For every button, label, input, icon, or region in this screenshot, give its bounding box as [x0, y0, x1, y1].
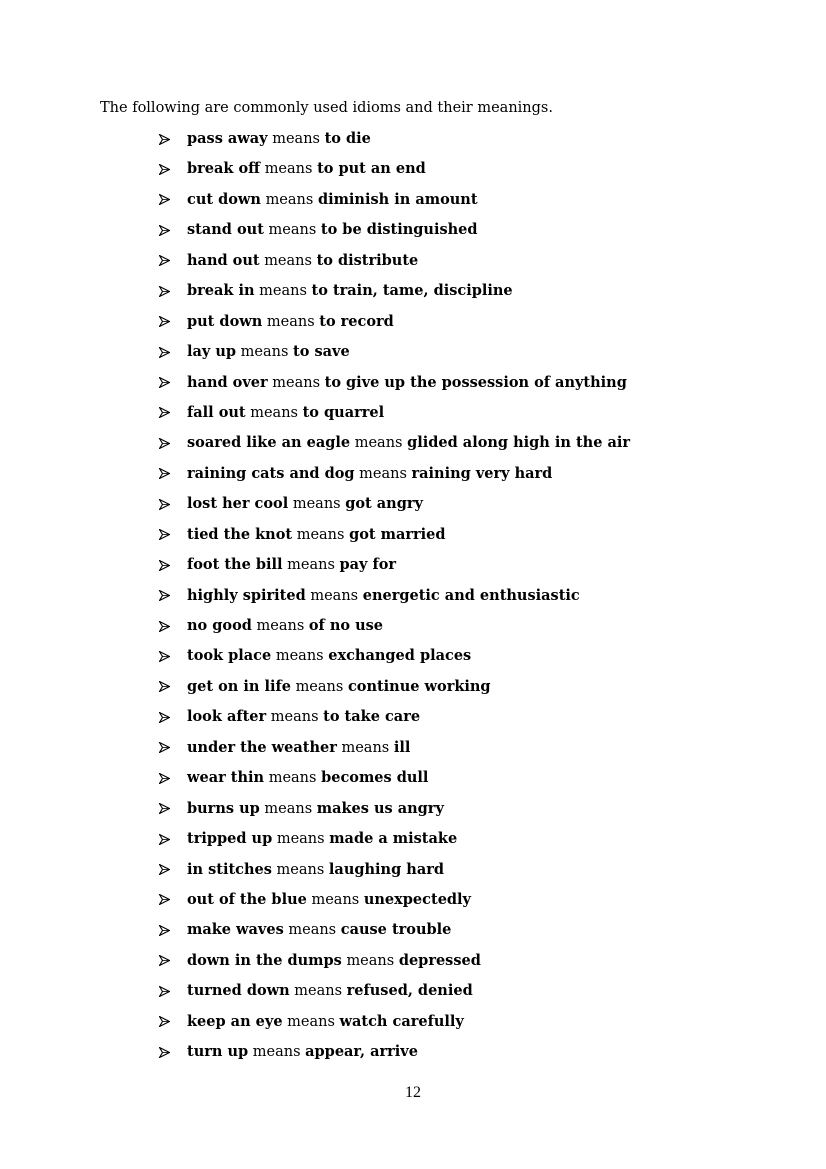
idiom-meaning: to train, tame, discipline	[311, 282, 513, 300]
arrow-bullet-icon	[159, 616, 187, 636]
idiom-item	[159, 464, 630, 494]
idiom-meaning: laughing hard	[328, 860, 445, 878]
idiom-text	[187, 190, 478, 210]
idiom-meaning: becomes dull	[321, 769, 429, 787]
arrow-bullet-icon	[159, 281, 187, 301]
idiom-item	[159, 646, 630, 676]
idiom-meaning: watch carefully	[339, 1012, 464, 1030]
idiom-connector: means	[295, 678, 344, 695]
idiom-meaning: to die	[324, 130, 371, 147]
idiom-connector: means	[252, 1044, 301, 1061]
idiom-phrase: break off	[187, 160, 261, 178]
idiom-text	[187, 251, 418, 271]
arrow-bullet-icon	[159, 525, 187, 545]
idiom-item	[159, 707, 630, 737]
idiom-item	[159, 677, 630, 707]
idiom-item	[159, 799, 630, 829]
arrow-bullet-icon	[159, 220, 187, 240]
idiom-item	[159, 342, 630, 372]
idiom-meaning: to give up the possession of anything	[324, 373, 627, 391]
idiom-phrase: put down	[187, 312, 263, 330]
idiom-item	[159, 433, 630, 463]
idiom-text	[187, 860, 444, 880]
idiom-phrase: in stitches	[187, 860, 272, 878]
idiom-meaning: refused, denied	[346, 982, 473, 1000]
arrow-bullet-icon	[159, 159, 187, 179]
idiom-phrase: turn up	[187, 1043, 249, 1061]
idiom-text	[187, 1042, 418, 1062]
arrow-bullet-icon	[159, 1012, 187, 1032]
arrow-bullet-icon	[159, 129, 187, 149]
idiom-text	[187, 494, 423, 514]
idiom-connector: means	[264, 800, 313, 817]
idiom-text	[187, 159, 426, 179]
idiom-text	[187, 616, 383, 636]
idiom-meaning: to put an end	[317, 160, 426, 178]
idiom-meaning: to be distinguished	[320, 221, 478, 239]
idiom-connector: means	[310, 587, 359, 604]
idiom-item	[159, 312, 630, 342]
idiom-connector: means	[287, 557, 335, 574]
idiom-item	[159, 1042, 630, 1072]
idiom-item	[159, 494, 630, 524]
arrow-bullet-icon	[159, 890, 187, 910]
arrow-bullet-icon	[159, 494, 187, 514]
idiom-text	[187, 1012, 464, 1032]
idiom-meaning: energetic and enthusiastic	[362, 586, 580, 604]
idiom-phrase: keep an eye	[187, 1012, 283, 1030]
idiom-connector: means	[276, 861, 325, 878]
arrow-bullet-icon	[159, 1042, 187, 1062]
idiom-item	[159, 555, 630, 585]
idiom-item	[159, 1012, 630, 1042]
idiom-phrase: under the weather	[187, 738, 337, 756]
idiom-meaning: to take care	[323, 708, 421, 726]
idiom-phrase: tripped up	[187, 830, 273, 848]
idiom-connector: means	[268, 222, 317, 239]
idiom-connector: means	[296, 526, 345, 543]
arrow-bullet-icon	[159, 860, 187, 880]
idiom-text	[187, 403, 384, 423]
idiom-phrase: pass away	[187, 130, 268, 147]
idiom-item	[159, 251, 630, 281]
idiom-phrase: hand over	[187, 373, 268, 391]
arrow-bullet-icon	[159, 707, 187, 727]
idiom-phrase: cut down	[187, 190, 261, 208]
idiom-connector: means	[287, 1013, 335, 1030]
arrow-bullet-icon	[159, 768, 187, 788]
idiom-phrase: no good	[187, 617, 252, 634]
idiom-item	[159, 586, 630, 616]
idiom-meaning: made a mistake	[329, 830, 458, 848]
idiom-text	[187, 920, 451, 940]
idiom-connector: means	[288, 922, 337, 939]
idiom-meaning: of no use	[308, 617, 384, 634]
idiom-item	[159, 281, 630, 311]
idiom-phrase: burns up	[187, 799, 260, 817]
idiom-text	[187, 586, 580, 606]
arrow-bullet-icon	[159, 312, 187, 332]
idiom-list	[159, 129, 630, 1073]
idiom-text	[187, 555, 396, 575]
idiom-phrase: stand out	[187, 221, 264, 239]
arrow-bullet-icon	[159, 342, 187, 362]
idiom-meaning: got married	[349, 525, 446, 543]
idiom-connector: means	[311, 891, 360, 908]
arrow-bullet-icon	[159, 190, 187, 210]
idiom-item	[159, 920, 630, 950]
idiom-meaning: to record	[319, 312, 394, 330]
arrow-bullet-icon	[159, 251, 187, 271]
idiom-connector: means	[272, 131, 320, 147]
idiom-text	[187, 342, 350, 362]
idiom-text	[187, 799, 444, 819]
idiom-phrase: look after	[187, 708, 267, 726]
idiom-meaning: to save	[293, 343, 350, 361]
idiom-item	[159, 829, 630, 859]
arrow-bullet-icon	[159, 677, 187, 697]
idiom-meaning: to quarrel	[302, 403, 385, 421]
idiom-text	[187, 981, 473, 1001]
arrow-bullet-icon	[159, 403, 187, 423]
idiom-item	[159, 951, 630, 981]
idiom-text	[187, 129, 371, 149]
arrow-bullet-icon	[159, 464, 187, 484]
idiom-phrase: fall out	[187, 403, 246, 421]
idiom-meaning: continue working	[347, 677, 491, 695]
idiom-connector: means	[259, 283, 307, 300]
idiom-connector: means	[250, 404, 298, 421]
idiom-connector: means	[341, 739, 390, 756]
idiom-connector: means	[346, 952, 395, 969]
idiom-phrase: lost her cool	[187, 495, 289, 513]
arrow-bullet-icon	[159, 373, 187, 393]
idiom-meaning: depressed	[398, 951, 481, 969]
idiom-item	[159, 373, 630, 403]
idiom-connector: means	[354, 435, 403, 452]
arrow-bullet-icon	[159, 555, 187, 575]
idiom-meaning: raining very hard	[411, 464, 553, 482]
arrow-bullet-icon	[159, 433, 187, 453]
arrow-bullet-icon	[159, 829, 187, 849]
idiom-text	[187, 738, 410, 758]
idiom-text	[187, 281, 513, 301]
idiom-item	[159, 159, 630, 189]
idiom-text	[187, 890, 471, 910]
idiom-connector: means	[270, 709, 319, 726]
idiom-phrase: get on in life	[187, 677, 291, 695]
idiom-phrase: turned down	[187, 982, 290, 1000]
idiom-text	[187, 464, 552, 484]
idiom-connector: means	[240, 344, 289, 361]
idiom-item	[159, 190, 630, 220]
idiom-meaning: to distribute	[316, 251, 419, 269]
idiom-meaning: glided along high in the air	[407, 434, 631, 452]
page-number: 12	[405, 1084, 421, 1101]
idiom-connector: means	[272, 374, 321, 391]
idiom-text	[187, 433, 630, 453]
arrow-bullet-icon	[159, 951, 187, 971]
idiom-connector: means	[264, 161, 313, 178]
idiom-item	[159, 738, 630, 768]
idiom-phrase: soared like an eagle	[187, 434, 351, 452]
idiom-item	[159, 129, 630, 159]
idiom-meaning: diminish in amount	[317, 190, 478, 208]
idiom-item	[159, 220, 630, 250]
idiom-text	[187, 829, 457, 849]
idiom-phrase: hand out	[187, 251, 260, 269]
intro-sentence: The following are commonly used idioms and their meanings.	[100, 100, 553, 116]
idiom-meaning: appear, arrive	[305, 1043, 418, 1061]
idiom-connector: means	[256, 618, 305, 634]
idiom-phrase: wear thin	[187, 769, 265, 787]
idiom-phrase: took place	[187, 647, 272, 665]
idiom-text	[187, 373, 627, 393]
idiom-item	[159, 768, 630, 798]
idiom-connector: means	[264, 252, 312, 269]
idiom-connector: means	[275, 648, 324, 665]
idiom-connector: means	[276, 831, 325, 848]
idiom-item	[159, 525, 630, 555]
idiom-text	[187, 525, 446, 545]
idiom-text	[187, 220, 478, 240]
arrow-bullet-icon	[159, 799, 187, 819]
arrow-bullet-icon	[159, 920, 187, 940]
idiom-item	[159, 890, 630, 920]
idiom-item	[159, 403, 630, 433]
idiom-item	[159, 860, 630, 890]
idiom-connector: means	[265, 191, 314, 208]
idiom-item	[159, 616, 630, 646]
idiom-meaning: exchanged places	[328, 647, 472, 665]
idiom-phrase: make waves	[187, 921, 284, 939]
idiom-meaning: pay for	[339, 556, 397, 574]
idiom-connector: means	[359, 465, 407, 482]
idiom-phrase: foot the bill	[187, 556, 283, 574]
idiom-meaning: unexpectedly	[363, 890, 471, 908]
idiom-phrase: lay up	[187, 343, 237, 361]
idiom-text	[187, 677, 491, 697]
idiom-connector: means	[266, 313, 315, 330]
arrow-bullet-icon	[159, 586, 187, 606]
idiom-meaning: makes us angry	[316, 799, 444, 817]
idiom-phrase: raining cats and dog	[187, 464, 355, 482]
idiom-meaning: cause trouble	[340, 921, 452, 939]
arrow-bullet-icon	[159, 738, 187, 758]
idiom-meaning: got angry	[345, 495, 423, 513]
idiom-phrase: down in the dumps	[187, 951, 342, 969]
idiom-phrase: tied the knot	[187, 525, 293, 543]
idiom-text	[187, 768, 428, 788]
idiom-phrase: break in	[187, 282, 255, 300]
idiom-meaning: ill	[393, 738, 411, 756]
idiom-text	[187, 312, 394, 332]
idiom-phrase: out of the blue	[187, 890, 307, 908]
idiom-phrase: highly spirited	[187, 586, 306, 604]
idiom-text	[187, 951, 481, 971]
idiom-item	[159, 981, 630, 1011]
idiom-connector: means	[294, 983, 343, 1000]
idiom-text	[187, 707, 420, 727]
idiom-text	[187, 646, 471, 666]
arrow-bullet-icon	[159, 646, 187, 666]
idiom-connector: means	[292, 496, 341, 513]
arrow-bullet-icon	[159, 981, 187, 1001]
idiom-connector: means	[268, 770, 317, 787]
